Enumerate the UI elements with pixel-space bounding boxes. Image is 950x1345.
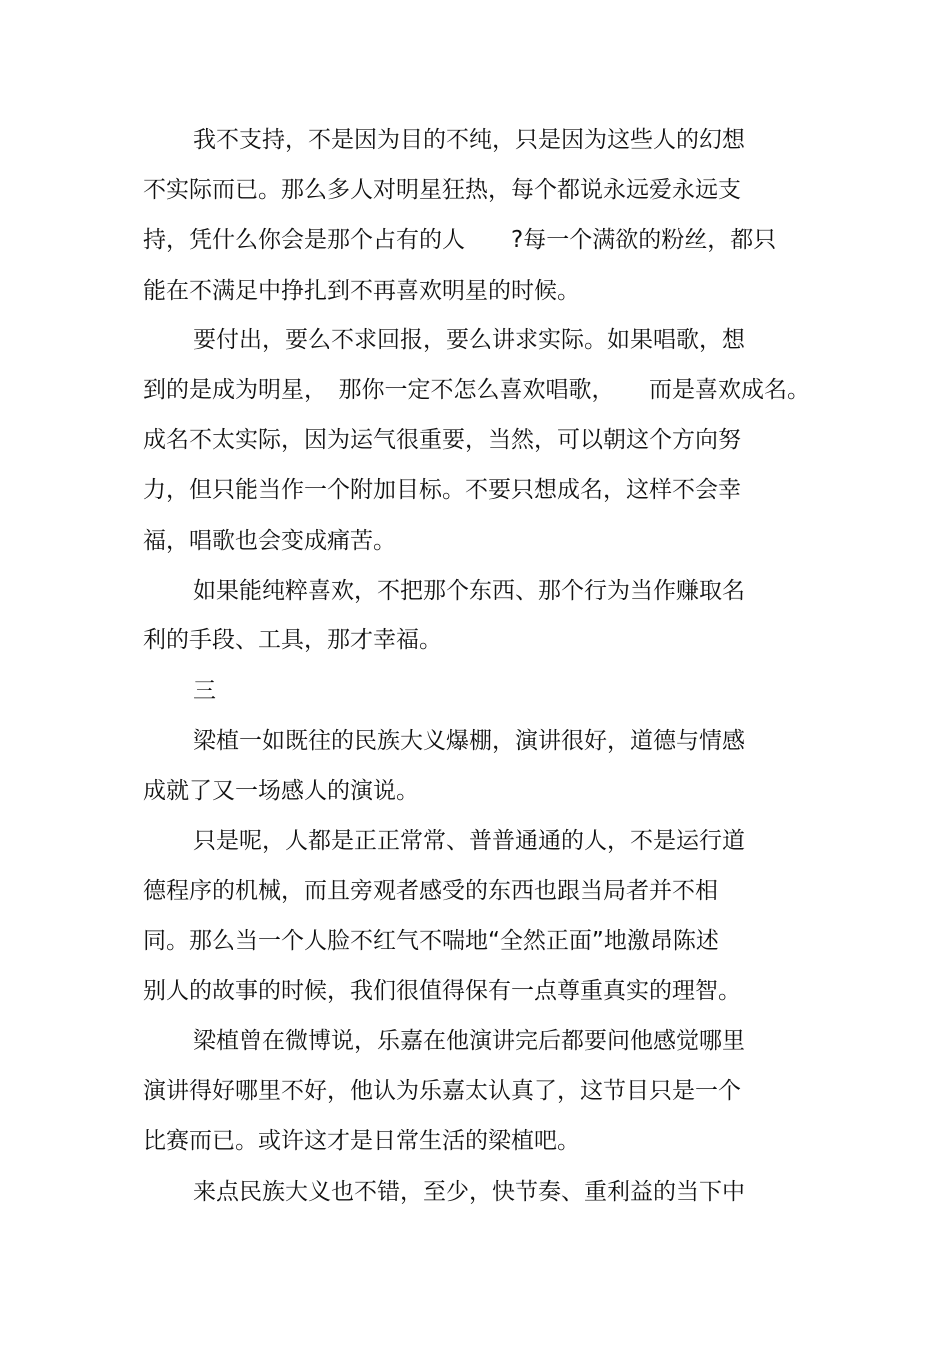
text-line: 力，但只能当作一个附加目标。不要只想成名，这样不会幸 bbox=[143, 477, 741, 503]
text-line: 梁植一如既往的民族大义爆棚，演讲很好，道德与情感 bbox=[193, 728, 745, 754]
text-line: 成名不太实际，因为运气很重要，当然，可以朝这个方向努 bbox=[143, 427, 741, 453]
text-line: 持，凭什么你会是那个占有的人 ?每一个满欲的粉丝，都只 bbox=[143, 227, 777, 253]
text-line: 到的是成为明星， 那你一定不怎么喜欢唱歌， 而是喜欢成名。 bbox=[143, 377, 810, 403]
section-heading: 三 bbox=[193, 678, 216, 704]
text-line: 来点民族大义也不错，至少，快节奏、重利益的当下中 bbox=[193, 1179, 745, 1205]
text-line: 不实际而已。那么多人对明星狂热，每个都说永远爱永远支 bbox=[143, 177, 741, 203]
text-line: 利的手段、工具，那才幸福。 bbox=[143, 627, 442, 653]
text-line: 演讲得好哪里不好，他认为乐嘉太认真了，这节目只是一个 bbox=[143, 1078, 741, 1104]
text-line: 梁植曾在微博说，乐嘉在他演讲完后都要问他感觉哪里 bbox=[193, 1028, 745, 1054]
text-line: 能在不满足中挣扎到不再喜欢明星的时候。 bbox=[143, 278, 580, 304]
text-line: 别人的故事的时候，我们很值得保有一点尊重真实的理智。 bbox=[143, 978, 741, 1004]
text-line: 福，唱歌也会变成痛苦。 bbox=[143, 528, 396, 554]
text-line: 只是呢，人都是正正常常、普普通通的人，不是运行道 bbox=[193, 828, 745, 854]
text-line: 成就了又一场感人的演说。 bbox=[143, 778, 419, 804]
text-line: 我不支持，不是因为目的不纯，只是因为这些人的幻想 bbox=[193, 127, 745, 153]
text-line: 比赛而已。或许这才是日常生活的梁植吧。 bbox=[143, 1128, 580, 1154]
text-line: 同。那么当一个人脸不红气不喘地“全然正面”地激昂陈述 bbox=[143, 928, 719, 954]
text-line: 德程序的机械，而且旁观者感受的东西也跟当局者并不相 bbox=[143, 878, 718, 904]
text-line: 如果能纯粹喜欢，不把那个东西、那个行为当作赚取名 bbox=[193, 578, 745, 604]
text-line: 要付出，要么不求回报，要么讲求实际。如果唱歌，想 bbox=[193, 327, 745, 353]
